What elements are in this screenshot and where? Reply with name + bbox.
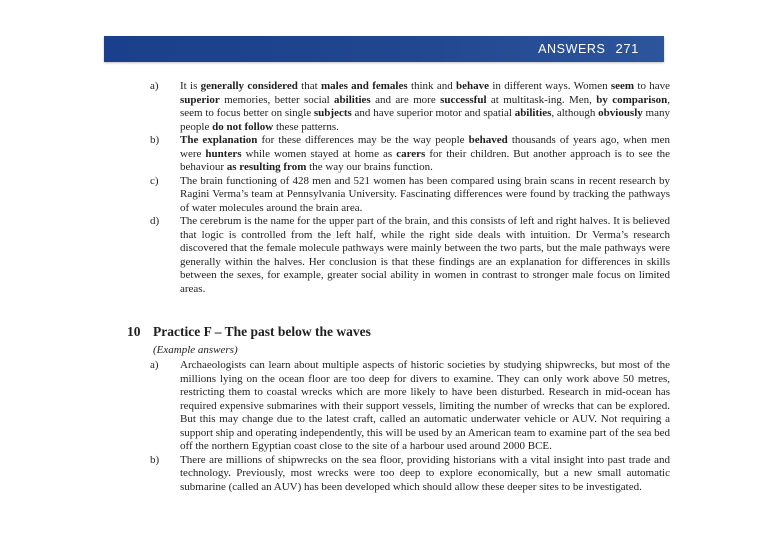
answer-item [150, 215, 670, 296]
practice-item [150, 454, 670, 495]
page-number: 271 [615, 41, 639, 56]
item-marker: c) [150, 174, 159, 187]
answer-item [150, 134, 670, 175]
example-note: (Example answers) [153, 344, 238, 356]
section-title: Practice F – The past below the waves [153, 324, 371, 339]
item-marker: b) [150, 134, 160, 146]
item-marker: d) [150, 215, 160, 227]
item-text: The brain functioning of 428 men and 521 women has been compared using brain scans in recent research by Ragini Verma’s team at Pennsylvania University. Fascinating differences were found by tracking the pathways of water molecules around the brain area. [180, 174, 670, 214]
header-bar [104, 36, 664, 62]
running-header [538, 41, 639, 56]
section-heading [127, 324, 667, 340]
practice-list [150, 359, 670, 494]
section-number: 10 [127, 324, 141, 339]
answers-list [150, 80, 670, 296]
answer-item [150, 175, 670, 216]
item-text: The cerebrum is the name for the upper part of the brain, and this consists of left and right halves. It is believed that logic is controlled from the left half, while the right side deals with intuition. Dr Verma’s research discovered that the female molecule pathways were mainly between the two parts, but the male pathways were generally within the halves. Her conclusion is that these findings are an explanation for differences in skills between the sexes, for example, greater social ability in women in contrast to stronger male focus on limited areas. [180, 215, 670, 295]
item-text: Archaeologists can learn about multiple aspects of historic societies by studying shipwrecks, but most of the millions lying on the ocean floor are too deep for divers to examine. They can only work above 50 metres, restricting them to coastal wrecks which are more likely to have been disturbed. Research in mid-ocean has required expensive submarines with their support vessels, limiting the number of wrecks that can be explored. But this may change due to the latest craft, called an automatic underwater vehicle or AUV. Not requiring a support ship and operating independently, this will be used by an American team to examine part of the sea bed off the northern Egyptian coast close to the site of a harbour used around 2000 BCE. [180, 359, 670, 452]
item-text: The explanation for these differences may be the way people behaved thousands of years ago, when men were hunters while women stayed at home as carers for their children. But another approach is to see the behaviour as resulting from the way our brains function. [180, 134, 671, 173]
item-marker: a) [150, 80, 159, 92]
practice-item [150, 359, 670, 454]
item-marker: b) [150, 453, 160, 466]
item-text: It is generally considered that males and females think and behave in different ways. Women seem to have superior memories, better social abilities and are more successful at multitask-ing. Men, by comparison, seem to focus better on single subjects and have superior motor and spatial abilities, although obviously many people do not follow these patterns. [180, 80, 671, 133]
item-marker: a) [150, 359, 159, 371]
item-text: There are millions of shipwrecks on the sea floor, providing historians with a vital insight into past trade and technology. Previously, most wrecks were too deep to explore economically, but a new small automatic submarine (called an AUV) has been developed which should allow these deeper sites to be investigated. [180, 453, 670, 493]
answer-item [150, 80, 670, 134]
header-label: ANSWERS [538, 42, 606, 56]
